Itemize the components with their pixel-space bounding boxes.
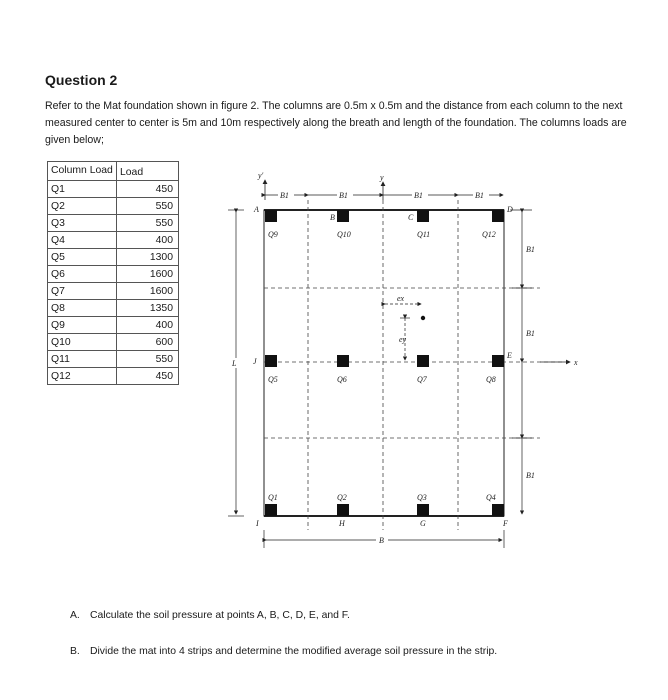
point-b: B: [330, 213, 335, 222]
label-q8: Q8: [486, 375, 496, 384]
dim-top-b1-2: B1: [339, 191, 348, 200]
question-a-text: Calculate the soil pressure at points A, B, C, D, E, and F.: [90, 610, 350, 621]
table-cell-load: 550: [117, 215, 179, 232]
table-cell-load: 550: [117, 351, 179, 368]
table-cell-column: Q2: [48, 198, 117, 215]
dim-right-b1-1: B1: [526, 245, 535, 254]
label-q11: Q11: [417, 230, 431, 239]
table-cell-load: 450: [117, 368, 179, 385]
column-q3: [417, 504, 429, 516]
table-cell-load: 550: [117, 198, 179, 215]
label-q12: Q12: [482, 230, 496, 239]
table-cell-column: Q5: [48, 249, 117, 266]
table-cell-load: 1300: [117, 249, 179, 266]
column-q1: [265, 504, 277, 516]
dim-right-b1-2: B1: [526, 329, 535, 338]
table-cell-load: 400: [117, 317, 179, 334]
point-c: C: [408, 213, 414, 222]
table-cell-column: Q8: [48, 300, 117, 317]
table-cell-column: Q7: [48, 283, 117, 300]
dim-ex: ex: [397, 294, 405, 303]
label-q4: Q4: [486, 493, 496, 502]
column-q2: [337, 504, 349, 516]
table-cell-load: 1600: [117, 266, 179, 283]
dim-length-L: L: [232, 359, 237, 368]
dim-ey: ey: [399, 335, 407, 344]
point-e: E: [507, 351, 512, 360]
label-q10: Q10: [337, 230, 351, 239]
table-cell-load: 600: [117, 334, 179, 351]
column-q8: [492, 355, 504, 367]
point-f: F: [503, 519, 508, 528]
point-i: I: [256, 519, 259, 528]
label-q9: Q9: [268, 230, 278, 239]
table-cell-load: 1600: [117, 283, 179, 300]
column-q4: [492, 504, 504, 516]
question-title: Question 2: [45, 72, 118, 88]
question-a: [70, 610, 350, 621]
dim-top-b1-4: B1: [475, 191, 484, 200]
table-cell-column: Q11: [48, 351, 117, 368]
point-a: A: [254, 205, 259, 214]
table-cell-column: Q12: [48, 368, 117, 385]
table-cell-column: Q10: [48, 334, 117, 351]
axis-y: y: [380, 173, 384, 182]
column-q6: [337, 355, 349, 367]
column-q9: [265, 210, 277, 222]
question-b-text: Divide the mat into 4 strips and determine the modified average soil pressure in the strip.: [90, 646, 498, 657]
question-b: [70, 646, 497, 657]
table-cell-load: 450: [117, 181, 179, 198]
column-q7: [417, 355, 429, 367]
column-q12: [492, 210, 504, 222]
column-q10: [337, 210, 349, 222]
label-q7: Q7: [417, 375, 427, 384]
point-j: J: [253, 357, 257, 366]
label-q5: Q5: [268, 375, 278, 384]
question-b-letter: B.: [70, 646, 80, 657]
table-cell-load: 1350: [117, 300, 179, 317]
dim-breadth-B: B: [379, 536, 384, 545]
axis-y-prime: y′: [258, 171, 264, 180]
table-cell-load: 400: [117, 232, 179, 249]
column-q5: [265, 355, 277, 367]
point-g: G: [420, 519, 426, 528]
strip-lines: [264, 200, 565, 530]
question-a-letter: A.: [70, 610, 80, 621]
point-h: H: [339, 519, 345, 528]
point-d: D: [507, 205, 513, 214]
dim-top-b1-1: B1: [280, 191, 289, 200]
table-cell-column: Q3: [48, 215, 117, 232]
table-cell-column: Q6: [48, 266, 117, 283]
label-q1: Q1: [268, 493, 278, 502]
axis-x: x: [574, 358, 578, 367]
dim-right-b1-3: B1: [526, 471, 535, 480]
question-intro: Refer to the Mat foundation shown in figure 2. The columns are 0.5m x 0.5m and the distance from each column to the next measured center to center is 5m and 10m respectively along the breath and length of the foundation. The columns loads are given below;: [45, 100, 627, 146]
table-cell-column: Q1: [48, 181, 117, 198]
table-cell-column: Q9: [48, 317, 117, 334]
load-resultant-point: [421, 316, 425, 320]
label-q2: Q2: [337, 493, 347, 502]
header-column-load: Column Load: [48, 162, 117, 181]
label-q6: Q6: [337, 375, 347, 384]
table-cell-column: Q4: [48, 232, 117, 249]
mat-outline: [264, 210, 504, 516]
label-q3: Q3: [417, 493, 427, 502]
column-q11: [417, 210, 429, 222]
dim-top-b1-3: B1: [414, 191, 423, 200]
header-load: Load: [117, 162, 179, 181]
